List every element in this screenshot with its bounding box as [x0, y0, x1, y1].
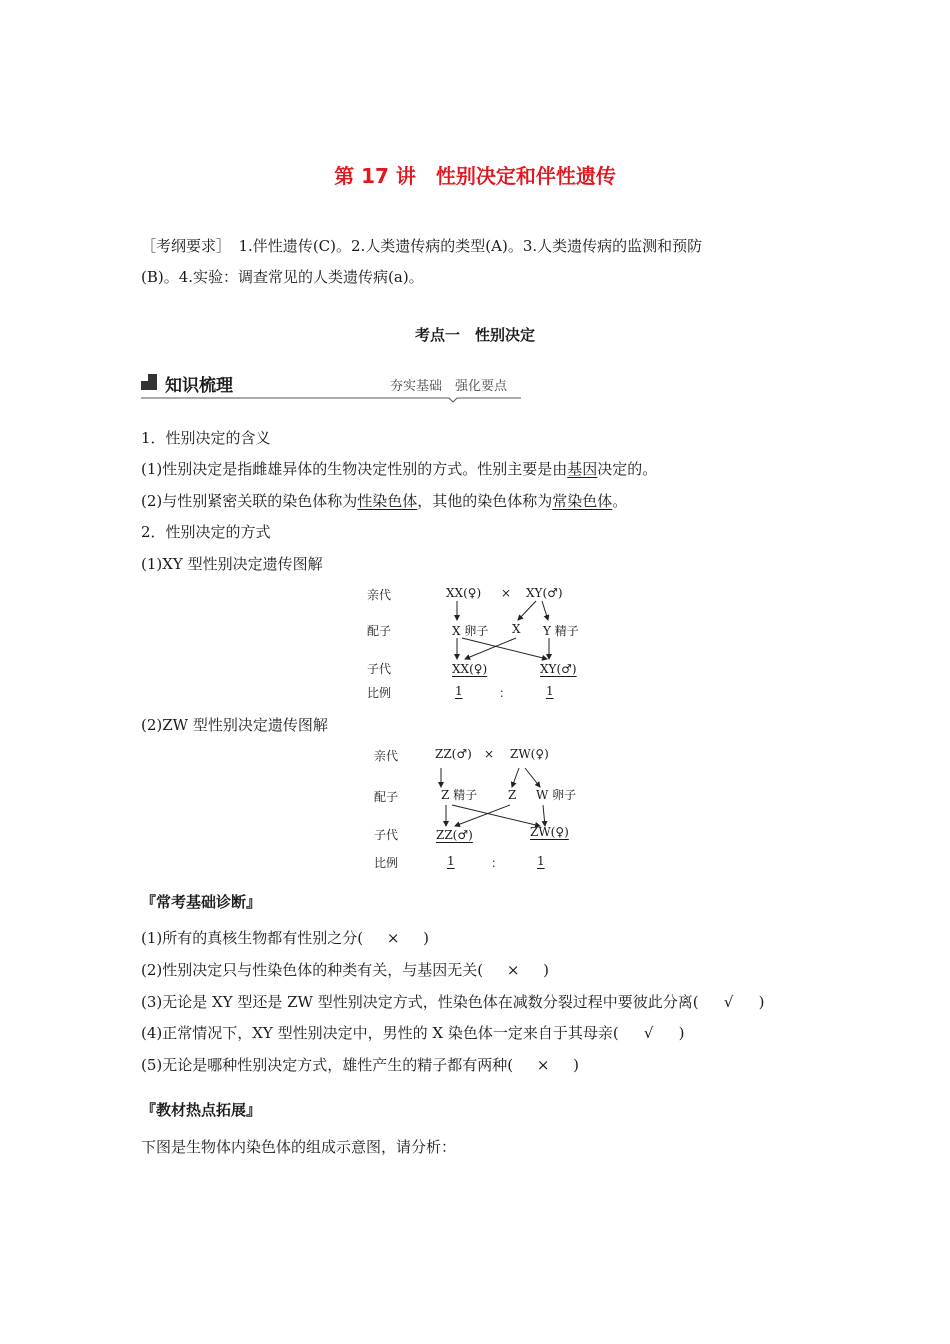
- section-title: 考点一 性别决定: [414, 326, 535, 344]
- zw-offspring-male: ZZ(♂): [436, 828, 473, 842]
- diagnosis-item: (5)无论是哪种性别决定方式，雄性产生的精子都有两种( × ): [141, 1056, 579, 1074]
- requirements-line-2: (B)。4.实验：调查常见的人类遗传病(a)。: [141, 268, 424, 286]
- xy-offspring-female: XX(♀): [452, 662, 488, 676]
- heading-1: 1．性别决定的含义: [141, 429, 271, 447]
- page-title: 第 17 讲 性别决定和伴性遗传: [334, 164, 616, 188]
- zw-cross: ×: [484, 747, 495, 761]
- extension-heading: 『教材热点拓展』: [141, 1101, 262, 1119]
- zw-ratio-colon: ：: [491, 856, 504, 870]
- xy-label-parent: 亲代: [367, 588, 392, 602]
- zw-ratio-right: 1: [537, 854, 545, 868]
- zw-label-ratio: 比例: [374, 856, 399, 870]
- xy-gamete-sperm-y: Y 精子: [543, 624, 579, 638]
- requirements-line-1: ［考纲要求］ 1.伴性遗传(C)。2.人类遗传病的类型(A)。3.人类遗传病的监测和预防: [141, 237, 703, 255]
- zw-gamete-egg-w: W 卵子: [536, 788, 577, 802]
- extension-text: 下图是生物体内染色体的组成示意图，请分析：: [141, 1138, 457, 1156]
- zw-gamete-egg-z: Z: [508, 788, 517, 802]
- diagnosis-item: (3)无论是 XY 型还是 ZW 型性别决定方式，性染色体在减数分裂过程中要彼此分离( √ ): [141, 993, 765, 1011]
- zw-diagram-title: (2)ZW 型性别决定遗传图解: [141, 716, 328, 734]
- xy-gamete-sperm-x: X: [512, 622, 521, 636]
- diagnosis-heading: 『常考基础诊断』: [141, 893, 262, 911]
- diagnosis-item: (4)正常情况下，XY 型性别决定中，男性的 X 染色体一定来自于其母亲( √ ): [141, 1024, 685, 1042]
- check-mark: √: [643, 1024, 654, 1042]
- cross-mark: ×: [386, 929, 400, 947]
- zw-label-gamete: 配子: [374, 790, 399, 804]
- paragraph-1: (1)性别决定是指雌雄异体的生物决定性别的方式。性别主要是由基因决定的。: [141, 460, 658, 478]
- xy-offspring-male: XY(♂): [540, 662, 577, 676]
- xy-parent-female: XX(♀): [446, 586, 482, 600]
- knowledge-bar-title: 知识梳理: [165, 376, 233, 396]
- zw-gamete-sperm: Z 精子: [441, 788, 478, 802]
- zw-parent-female: ZW(♀): [510, 747, 549, 761]
- check-mark: √: [723, 993, 734, 1011]
- xy-label-ratio: 比例: [367, 686, 392, 700]
- xy-label-gamete: 配子: [367, 624, 392, 638]
- zw-offspring-female: ZW(♀): [530, 825, 569, 839]
- xy-ratio-right: 1: [546, 684, 554, 698]
- heading-2: 2．性别决定的方式: [141, 523, 271, 541]
- xy-cross: ×: [501, 586, 512, 600]
- xy-ratio-left: 1: [455, 684, 463, 698]
- xy-parent-male: XY(♂): [526, 586, 563, 600]
- xy-diagram-title: (1)XY 型性别决定遗传图解: [141, 555, 323, 573]
- paragraph-2: (2)与性别紧密关联的染色体称为性染色体，其他的染色体称为常染色体。: [141, 492, 628, 510]
- diagnosis-item: (2)性别决定只与性染色体的种类有关，与基因无关( × ): [141, 961, 549, 979]
- cross-mark: ×: [506, 961, 520, 979]
- cross-mark: ×: [536, 1056, 550, 1074]
- zw-ratio-left: 1: [447, 854, 455, 868]
- zw-parent-male: ZZ(♂): [435, 747, 472, 761]
- xy-ratio-colon: ：: [499, 686, 512, 700]
- xy-label-offspring: 子代: [367, 662, 392, 676]
- knowledge-bar-subtitle: 夯实基础 强化要点: [390, 379, 508, 394]
- xy-gamete-egg: X 卵子: [452, 624, 489, 638]
- zw-label-parent: 亲代: [374, 749, 399, 763]
- diagnosis-item: (1)所有的真核生物都有性别之分( × ): [141, 929, 429, 947]
- zw-label-offspring: 子代: [374, 828, 399, 842]
